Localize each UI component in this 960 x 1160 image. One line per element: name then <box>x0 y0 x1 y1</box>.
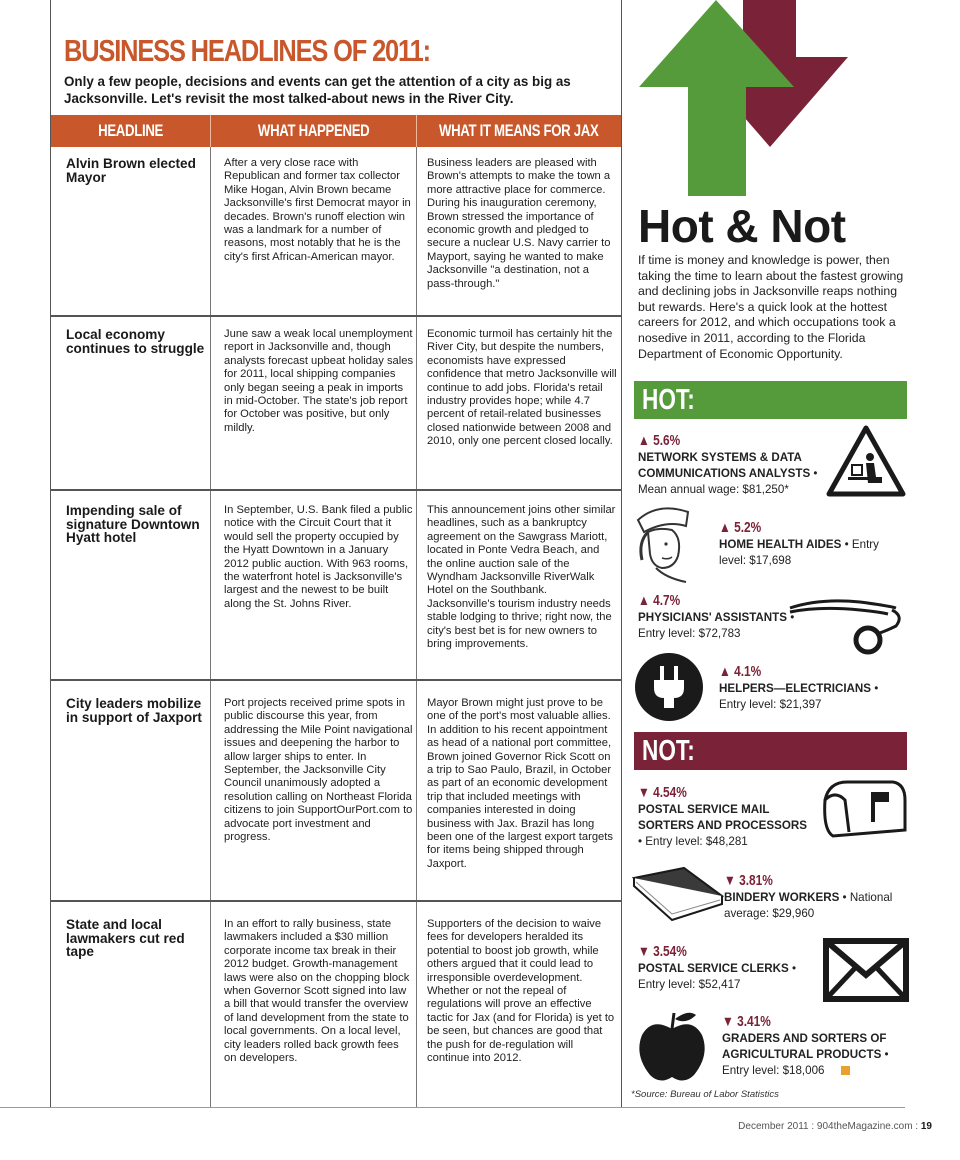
table-row <box>51 687 621 897</box>
row-what-it-means: Supporters of the decision to waive fees for developers heralded its potential to boost job growth, while others argued that it could lead to irresponsible overdevelopment. Whether or not the repeal of regulations will prove an effective tactic for Jax (and for Florida) is yet to be seen, but chances are good that the push for de-regulation will continue into 2012. <box>427 918 615 1065</box>
row-headline: City leaders mobilize in support of Jaxport <box>66 696 202 725</box>
apple-icon <box>632 1007 712 1085</box>
row-what-happened: In an effort to rally business, state lawmakers included a $30 million corporate income tax break in their 2012 budget. Growth-management laws were also on the chopping block when Governor Scott signed into law a bill that would transfer the overview of land development from the state to local governments. On a local level, city leaders rolled back growth fees on developers. <box>224 918 410 1065</box>
row-divider <box>51 900 621 902</box>
not-section-bar: NOT: <box>634 732 907 770</box>
page-footer <box>738 1121 932 1132</box>
row-headline: Alvin Brown elected Mayor <box>66 156 196 185</box>
mailbox-icon <box>815 770 910 850</box>
row-what-it-means: Mayor Brown might just prove to be one of the port's most valuable allies. In addition to his recent appointment as head of a national port committee, Brown joined Governor Rick Scott on a trip to Sao Paulo, Brazil, in October as part of an economic development trip that included meetings with companies interested in doing business with Jax. Brazil has long been one of the largest export targets for items being shipped through Jaxport. <box>427 697 613 870</box>
intro-text: Only a few people, decisions and events can get the attention of a city as big as Jacksonville. Let's revisit the most talked-about news in the River City. <box>64 74 571 106</box>
electric-plug-icon <box>634 652 704 722</box>
row-what-happened: After a very close race with Republican and former tax collector Mike Hogan, Alvin Brown became Jacksonville's first Democrat mayor in decades. Brown's runoff election win was a landmark for a number of reasons, most notably that he is the city's first African-American mayor. <box>224 157 411 263</box>
end-mark-square <box>841 1066 850 1075</box>
source-note: *Source: Bureau of Labor Statistics <box>631 1089 779 1100</box>
row-headline: State and local lawmakers cut red tape <box>66 917 185 959</box>
not-job-item: ▼ 3.81% BINDERY WORKERS • National average: $29,960 <box>724 873 893 920</box>
footer-rule <box>0 1107 905 1108</box>
table-header <box>51 115 621 147</box>
row-divider <box>51 489 621 491</box>
page-divider-rule <box>621 0 622 1107</box>
table-row <box>51 147 621 315</box>
hot-job-item: ▲ 5.6% NETWORK SYSTEMS & DATA COMMUNICATIONS ANALYSTS • Mean annual wage: $81,250* <box>638 433 818 496</box>
computer-user-warning-icon <box>826 425 906 497</box>
table-row <box>51 908 621 1104</box>
row-what-it-means: Business leaders are pleased with Brown's attempts to make the town a more attractive place for commerce. During his inauguration ceremony, Brown stressed the importance of economic growth and pledged to secure a nuclear U.S. Navy carrier to Mayport, saying he wanted to make Jacksonville "a destination, not a pass-through." <box>427 157 611 290</box>
stethoscope-icon <box>780 588 910 660</box>
column-header-headline: HEADLINE <box>98 121 163 140</box>
table-row <box>51 318 621 488</box>
column-header-what-it-means: WHAT IT MEANS FOR JAX <box>416 115 621 147</box>
footer-text: December 2011 : 904theMagazine.com : <box>738 1121 921 1132</box>
book-icon <box>628 862 728 934</box>
not-job-item: ▼ 4.54% POSTAL SERVICE MAIL SORTERS AND PROCESSORS • Entry level: $48,281 <box>638 785 807 848</box>
up-down-arrows-graphic <box>636 0 861 200</box>
row-what-it-means: This announcement joins other similar headlines, such as a bankruptcy agreement on the Sawgrass Mariott, located in Ponte Vedra Beach, and the online auction sale of the Wyndham Jacksonville RiverWalk Hotel on the Southbank. Jacksonville's tourism industry needs stable lodging to thrive; right now, the city's best bet is for new owners to bring improvements. <box>427 504 616 651</box>
hot-section-bar: HOT: <box>634 381 907 419</box>
row-headline: Local economy continues to struggle <box>66 327 205 356</box>
row-divider <box>51 679 621 681</box>
page-title: BUSINESS HEADLINES OF 2011: <box>64 33 430 68</box>
row-what-it-means: Economic turmoil has certainly hit the River City, but despite the numbers, economists have expressed confidence that metro Jacksonville will continue to add jobs. Florida's retail industry provides hope; while 4.7 percent of retail-related businesses closed nationwide between 2008 and 2010, only one percent closed locally. <box>427 328 617 448</box>
table-row <box>51 494 621 678</box>
not-job-item: ▼ 3.54% POSTAL SERVICE CLERKS • Entry level: $52,417 <box>638 944 797 991</box>
hot-job-item: ▲ 4.7% PHYSICIANS' ASSISTANTS • Entry level: $72,783 <box>638 593 795 640</box>
column-header-what-happened: WHAT HAPPENED <box>210 115 416 147</box>
hot-and-not-title: Hot & Not <box>638 200 846 252</box>
not-job-item: ▼ 3.41% GRADERS AND SORTERS OF AGRICULTURAL PRODUCTS • Entry level: $18,006 <box>722 1014 889 1077</box>
envelope-icon <box>822 937 910 1003</box>
row-divider <box>51 315 621 317</box>
row-what-happened: In September, U.S. Bank filed a public notice with the Circuit Court that it would sell the property occupied by the Hyatt Downtown in a January 2012 public auction. With 963 rooms, the waterfront hotel is Jacksonville's largest and the newest to be built along the St. Johns River. <box>224 504 413 610</box>
nurse-portrait-icon <box>628 502 710 584</box>
row-headline: Impending sale of signature Downtown Hyatt hotel <box>66 503 200 545</box>
hot-job-item: ▲ 5.2% HOME HEALTH AIDES • Entry level: $17,698 <box>719 520 879 567</box>
row-what-happened: Port projects received prime spots in public discourse this year, from addressing the Mile Point navigational issues and deepening the harbor to allow larger ships to enter. In September, the Jacksonville City Council unanimously adopted a resolution calling on Northeast Florida citizens to join SupportOurPort.com to advocate port investment and progress. <box>224 697 413 844</box>
row-what-happened: June saw a weak local unemployment report in Jacksonville and, though analysts forecast upbeat holiday sales for 2011, local shipping companies only began seeing a peak in imports in mid-October. The state's job report for October was positive, but only mildly. <box>224 328 414 434</box>
hot-and-not-intro: If time is money and knowledge is power, then taking the time to learn about the fastest growing and declining jobs in Jacksonville reaps nothing but rewards. Here's a quick look at the hottest careers for 2012, and which occupations took a nosedive in 2011, according to the Florida Department of Economic Opportunity. <box>638 253 904 361</box>
page-number: 19 <box>920 1121 932 1132</box>
hot-job-item: ▲ 4.1% HELPERS—ELECTRICIANS • Entry level: $21,397 <box>719 664 879 711</box>
